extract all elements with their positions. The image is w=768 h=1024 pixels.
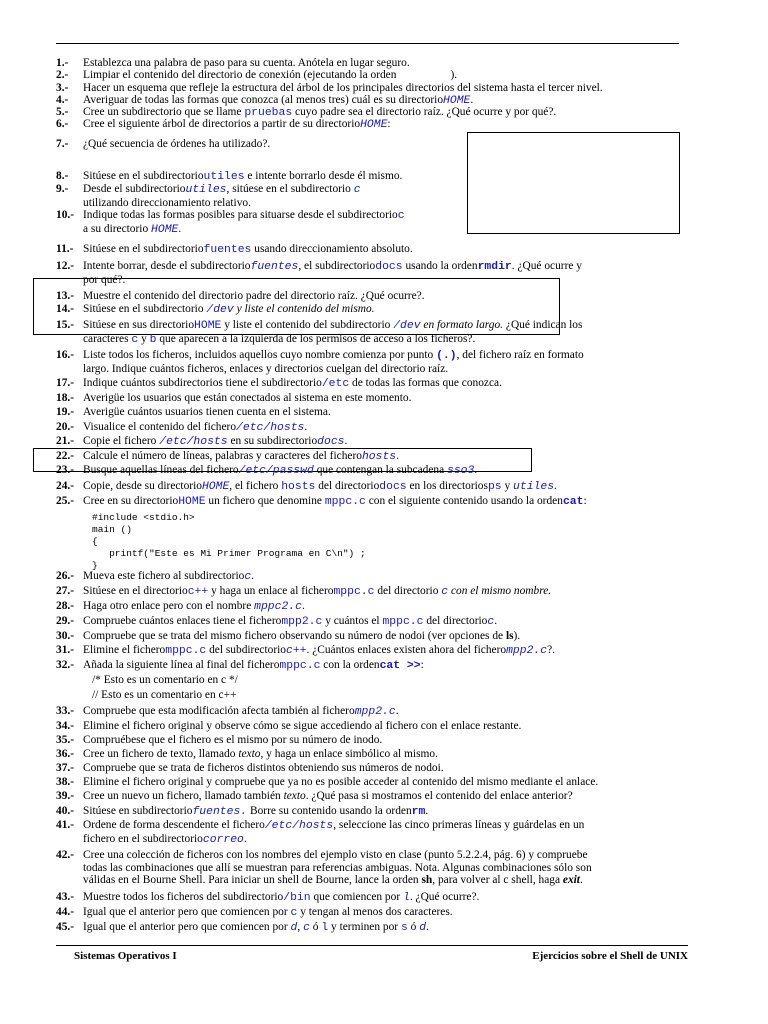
comment-line-c: /* Esto es un comentario en c */ xyxy=(92,674,238,686)
directory-tree-box xyxy=(467,132,680,234)
footer-course: Sistemas Operativos I xyxy=(74,950,177,962)
top-rule xyxy=(56,43,679,44)
bottom-rule xyxy=(56,945,688,946)
comment-line-cpp: // Esto es un comentario en c++ xyxy=(92,689,237,701)
c-program-listing: #include <stdio.h> main () { printf("Este es Mi Primer Programa en C\n") ; } xyxy=(92,512,366,571)
footer-title: Ejercicios sobre el Shell de UNIX xyxy=(532,950,688,962)
